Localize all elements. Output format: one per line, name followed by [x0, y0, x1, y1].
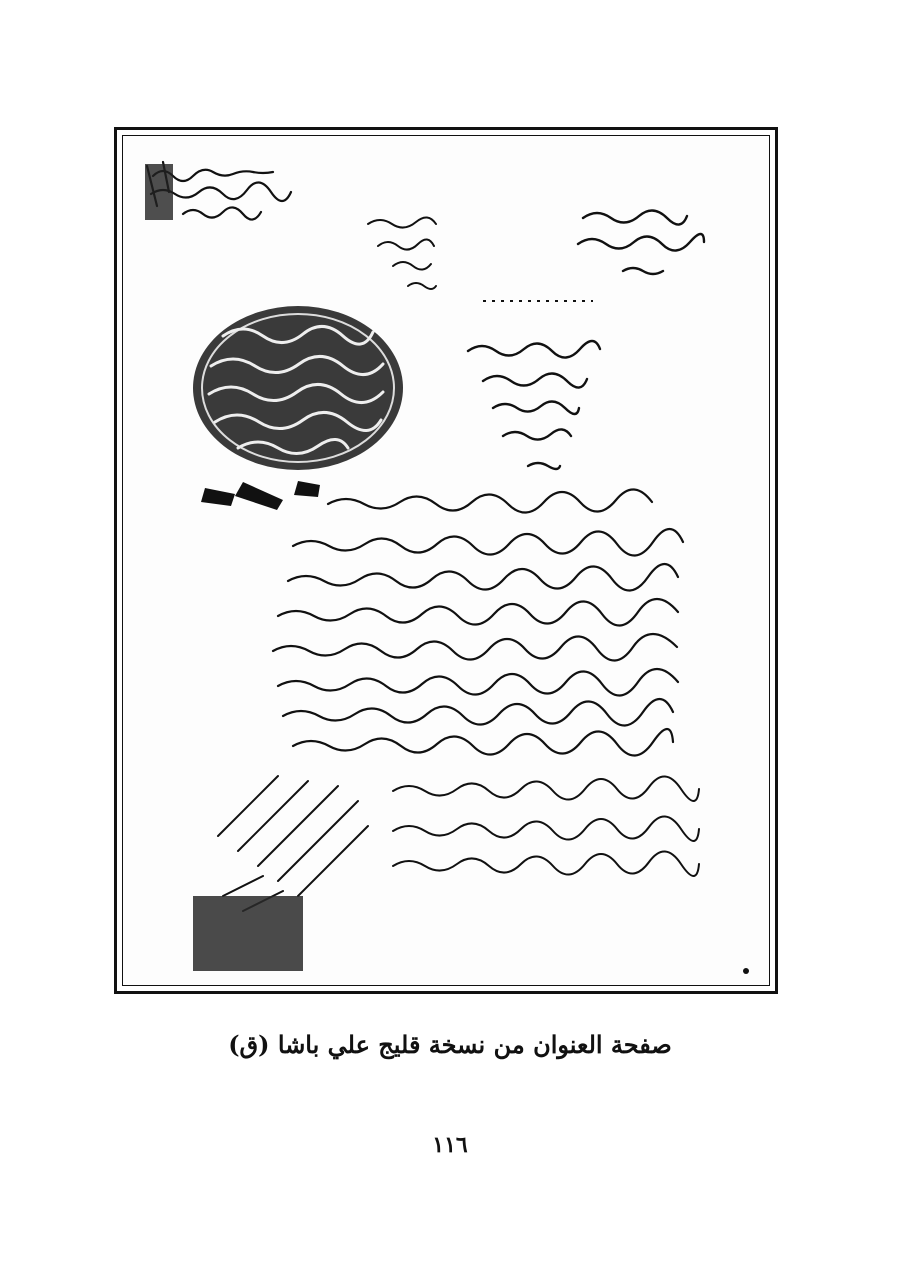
dot-mark: [743, 968, 749, 974]
ink-smudges: [201, 481, 320, 510]
page-number: ١١٦: [432, 1132, 468, 1158]
bottom-stamp: [193, 896, 303, 971]
top-right-note: [578, 210, 704, 274]
main-text: [273, 489, 683, 755]
bottom-left-note: [218, 776, 368, 911]
figure-caption: صفحة العنوان من نسخة قليج علي باشا (ق): [228, 1030, 672, 1059]
top-middle-note: [368, 217, 436, 289]
title-block: [468, 341, 600, 469]
manuscript-illustration: [123, 136, 770, 986]
seal-stamp: [193, 306, 403, 470]
manuscript-image: [122, 135, 770, 986]
ink-blot: [145, 164, 173, 220]
poem-text: [393, 776, 699, 876]
